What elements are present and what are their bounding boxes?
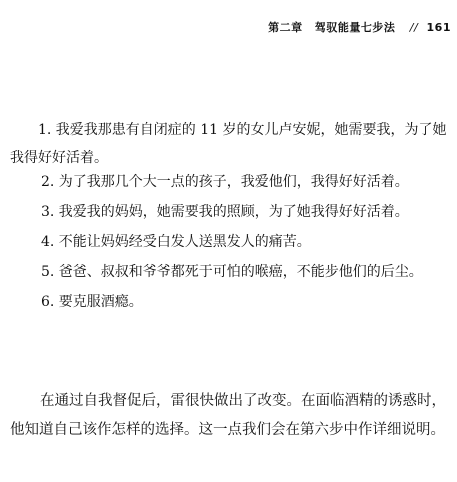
reasons-list: [10, 122, 450, 311]
list-item: 3. 我爱我的妈妈，她需要我的照顾，为了她我得好好活着。: [41, 204, 409, 220]
list-item: 1. 我爱我那患有自闭症的 11 岁的女儿卢安妮，她需要我，为了她我得好好活着。: [10, 122, 447, 166]
running-head: [268, 19, 451, 35]
page-number: 161: [426, 21, 451, 34]
chapter-label: 第二章: [268, 21, 303, 34]
chapter-title: 驾驭能量七步法: [314, 21, 396, 34]
list-item: 4. 不能让妈妈经受白发人送黑发人的痛苦。: [41, 234, 311, 250]
list-item: 5. 爸爸、叔叔和爷爷都死于可怕的喉癌，不能步他们的后尘。: [41, 264, 423, 280]
list-item: 6. 要克服酒瘾。: [41, 294, 143, 310]
body-paragraph: 在通过自我督促后，雷很快做出了改变。在面临酒精的诱惑时，他知道自己该作怎样的选择。这一点我们会在第六步中作详细说明。: [10, 393, 446, 438]
running-head-separator: //: [409, 21, 419, 34]
list-item: 2. 为了我那几个大一点的孩子，我爱他们，我得好好活着。: [41, 174, 409, 190]
